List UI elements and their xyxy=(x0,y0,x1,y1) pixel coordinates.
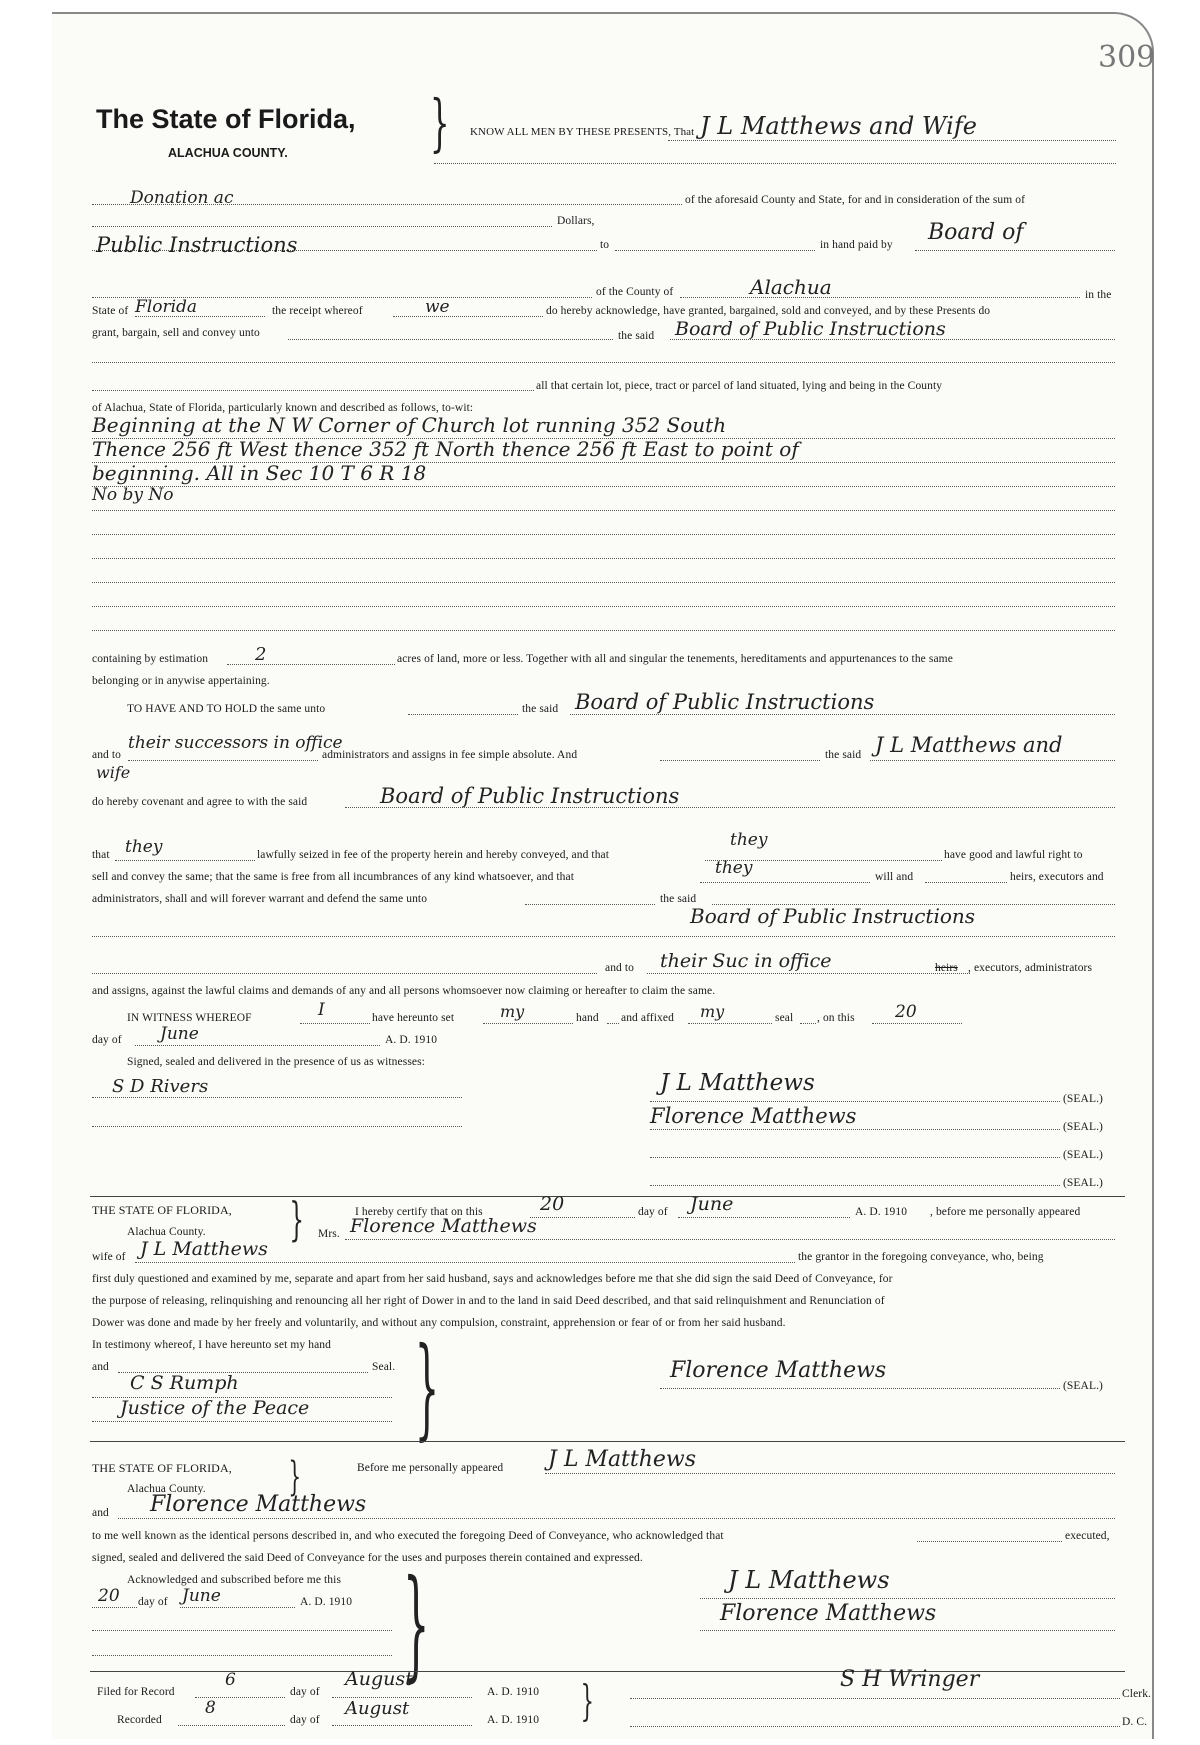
description-handwriting-4: No by No xyxy=(92,485,174,505)
seal-label-2: (SEAL.) xyxy=(1063,1121,1103,1133)
dollars-label: Dollars, xyxy=(557,215,595,227)
the-said-text: the said xyxy=(618,330,655,342)
payer-handwriting-2: Public Instructions xyxy=(96,233,298,257)
rec-ad-text: A. D. 1910 xyxy=(487,1714,540,1726)
cert2-and-text: and xyxy=(92,1507,109,1519)
county-heading: ALACHUA COUNTY. xyxy=(168,146,288,160)
clerk-text: Clerk. xyxy=(1122,1688,1152,1700)
description-line-9 xyxy=(92,630,1115,631)
to-line-2 xyxy=(615,250,815,251)
county-handwriting: Alachua xyxy=(750,275,832,299)
will-and-text: will and xyxy=(875,871,914,883)
receipt-line xyxy=(393,316,543,317)
payer-line xyxy=(915,250,1115,251)
cert1-county: Alachua County. xyxy=(127,1226,206,1238)
cert1-line-3: Dower was done and made by her freely and voluntarily, and without any compulsion, constraint, apprehension or fear of or from her said husband. xyxy=(92,1317,786,1329)
ad-text: A. D. 1910 xyxy=(385,1034,438,1046)
seal-label-3: (SEAL.) xyxy=(1063,1149,1103,1161)
cert1-day-line xyxy=(530,1217,635,1218)
witness-line-1 xyxy=(92,1097,462,1098)
aforesaid-text: of the aforesaid County and State, for and in consideration of the sum of xyxy=(685,194,1026,206)
state-handwriting: Florida xyxy=(135,297,198,317)
month-handwriting: June xyxy=(160,1024,199,1044)
consideration-handwriting: Donation ac xyxy=(130,188,234,208)
assigns-text: and assigns, against the lawful claims and demands of any and all persons whomsoever now claiming or hereafter to claim the same. xyxy=(92,985,716,997)
dollars-line xyxy=(92,226,552,227)
hand-line xyxy=(607,1023,619,1024)
divider-1 xyxy=(90,1196,1125,1197)
person1-handwriting: J L Matthews xyxy=(548,1447,697,1472)
cert1-seal-text: Seal. xyxy=(372,1361,396,1373)
cert2-month-line xyxy=(180,1607,295,1608)
mrs-line xyxy=(345,1239,1115,1240)
husband-handwriting: J L Matthews xyxy=(140,1238,268,1260)
receipt-text: the receipt whereof xyxy=(272,305,363,317)
cert1-signature-handwriting: Florence Matthews xyxy=(670,1358,887,1383)
cert2-brace: } xyxy=(288,1454,302,1500)
we-line xyxy=(300,1023,370,1024)
person1-line xyxy=(545,1473,1115,1474)
and-line xyxy=(660,760,820,761)
cert2-line-2: signed, sealed and delivered the said Deed of Conveyance for the uses and purposes therein contained and expressed. xyxy=(92,1552,643,1564)
cert2-signature-handwriting-2: Florence Matthews xyxy=(720,1601,937,1626)
description-line-5 xyxy=(92,534,1115,535)
executed-line xyxy=(917,1541,1062,1542)
signature-line-2 xyxy=(650,1129,1060,1130)
cert2-day-handwriting: 20 xyxy=(98,1586,120,1606)
signature-line-1 xyxy=(650,1101,1060,1102)
sell-text: sell and convey the same; that the same is free from all incumbrances of any kind whatsoever, and that xyxy=(92,871,575,883)
wife-handwriting: wife xyxy=(96,763,131,782)
heirs-struck-text: heirs xyxy=(935,962,958,974)
grantee-handwriting: Board of Public Instructions xyxy=(675,318,946,340)
to-have-line xyxy=(408,714,518,715)
set-text: have hereunto set xyxy=(372,1012,455,1024)
cert1-brace: } xyxy=(289,1192,304,1246)
cert2-day-of-text: day of xyxy=(138,1596,168,1608)
acknowledge-text: do hereby acknowledge, have granted, bargained, sold and conveyed, and by these Presents do xyxy=(546,305,991,317)
description-line-4 xyxy=(92,510,1115,511)
grantor-text: the grantor in the foregoing conveyance, who, being xyxy=(798,1251,1044,1263)
they-handwriting: they xyxy=(125,837,163,857)
filed-month-handwriting: August xyxy=(345,1668,413,1690)
description-handwriting-2: Thence 256 ft West thence 352 ft North thence 256 ft East to point of xyxy=(92,437,799,461)
my-line xyxy=(483,1023,573,1024)
rec-day-handwriting: 8 xyxy=(205,1698,216,1718)
that-text: that xyxy=(92,849,110,861)
successors-handwriting: their Suc in office xyxy=(660,950,832,972)
we-handwriting: I xyxy=(318,1000,325,1020)
receipt-handwriting: we xyxy=(425,297,450,317)
seal-label-1: (SEAL.) xyxy=(1063,1093,1103,1105)
person2-line xyxy=(118,1518,1115,1519)
cert1-month-handwriting: June xyxy=(690,1193,734,1215)
rec-day-line xyxy=(178,1725,285,1726)
the-said-text-2: the said xyxy=(522,703,559,715)
recorded-text: Recorded xyxy=(117,1714,162,1726)
clerk-handwriting: S H Wringer xyxy=(840,1667,980,1692)
before-text: , before me personally appeared xyxy=(930,1206,1081,1218)
grantee-handwriting-4: Board of Public Instructions xyxy=(690,904,976,928)
seized-text: lawfully seized in fee of the property herein and hereby conveyed, and that xyxy=(257,849,610,861)
cert1-brace-2: } xyxy=(414,1323,440,1451)
seal-text: seal xyxy=(775,1012,794,1024)
dc-line xyxy=(630,1726,1120,1727)
filed-ad-text: A. D. 1910 xyxy=(487,1686,540,1698)
certain-lot-line xyxy=(92,390,534,391)
signature-line-4 xyxy=(650,1185,1060,1186)
mrs-text: Mrs. xyxy=(318,1228,340,1240)
grantee-line-2 xyxy=(92,362,1115,363)
official-title-handwriting: Justice of the Peace xyxy=(120,1397,310,1419)
witness-line-2 xyxy=(92,1126,462,1127)
heirs-exec-text: heirs, executors and xyxy=(1010,871,1104,883)
cert1-seal-label: (SEAL.) xyxy=(1063,1380,1103,1392)
signed-text: Signed, sealed and delivered in the presence of us as witnesses: xyxy=(127,1056,425,1068)
description-line-3 xyxy=(92,486,1115,487)
divider-2 xyxy=(90,1441,1125,1442)
they-handwriting-2: they xyxy=(730,830,768,850)
grantor-handwriting: J L Matthews and Wife xyxy=(700,112,977,140)
the-said-text-3: the said xyxy=(825,749,862,761)
of-county-text: of the County of xyxy=(596,286,674,298)
cert2-signature-line-2 xyxy=(700,1630,1115,1631)
belonging-text: belonging or in anywise appertaining. xyxy=(92,675,270,687)
cert1-state: THE STATE OF FLORIDA, xyxy=(92,1203,232,1217)
they-line xyxy=(115,860,255,861)
signature-handwriting-1: J L Matthews xyxy=(660,1070,815,1096)
good-right-text: have good and lawful right to xyxy=(944,849,1083,861)
they-line-3 xyxy=(700,882,870,883)
day-of-text: day of xyxy=(92,1034,122,1046)
my-line-2 xyxy=(688,1023,772,1024)
acres-handwriting: 2 xyxy=(255,644,267,665)
cert1-signature-line xyxy=(660,1388,1060,1389)
county-line xyxy=(680,297,1080,298)
testimony-text: In testimony whereof, I have hereunto set my hand xyxy=(92,1339,331,1351)
cert1-line-2: the purpose of releasing, relinquishing and renouncing all her right of Dower in and to the land in said Deed described, and that said relinquishment and Renunciation of xyxy=(92,1295,885,1307)
cert2-day-line xyxy=(92,1607,137,1608)
cert1-ad-text: A. D. 1910 xyxy=(855,1206,908,1218)
grant-line xyxy=(288,339,613,340)
description-handwriting-1: Beginning at the N W Corner of Church lot running 352 South xyxy=(92,413,727,437)
signature-line-3 xyxy=(650,1157,1060,1158)
official-handwriting: C S Rumph xyxy=(130,1372,239,1394)
containing-text: containing by estimation xyxy=(92,653,209,665)
heirs-handwriting: their successors in office xyxy=(128,733,343,753)
dc-text: D. C. xyxy=(1122,1716,1148,1728)
cert1-month-line xyxy=(678,1217,850,1218)
acres-line xyxy=(227,664,395,665)
the-said-text-4: the said xyxy=(660,893,697,905)
day-handwriting: 20 xyxy=(895,1002,917,1022)
rec-month-line xyxy=(332,1725,472,1726)
cert2-state: THE STATE OF FLORIDA, xyxy=(92,1461,232,1475)
certain-lot-text: all that certain lot, piece, tract or parcel of land situated, lying and being in the County xyxy=(536,380,943,392)
filed-day-of-text: day of xyxy=(290,1686,320,1698)
covenant-text: do hereby covenant and agree to with the said xyxy=(92,796,308,808)
my-handwriting: my xyxy=(500,1002,525,1021)
cert2-line-1: to me well known as the identical persons described in, and who executed the foregoing Deed of Conveyance, who acknowledged that xyxy=(92,1530,724,1542)
grantee-handwriting-3: Board of Public Instructions xyxy=(380,784,680,808)
rec-month-handwriting: August xyxy=(345,1698,410,1719)
grantee-line-6 xyxy=(92,936,1115,937)
grantor-line-2 xyxy=(434,163,1116,164)
seal-label-4: (SEAL.) xyxy=(1063,1177,1103,1189)
header-brace: } xyxy=(429,86,450,159)
filing-brace: } xyxy=(580,1676,595,1725)
signature-handwriting-2: Florence Matthews xyxy=(650,1104,857,1128)
page-number: 309 xyxy=(1098,40,1156,75)
cert2-brace-2: } xyxy=(402,1555,430,1694)
and-text: and xyxy=(92,1361,109,1373)
administrators-text: administrators, shall and will forever warrant and defend the same unto xyxy=(92,893,428,905)
heirs-line xyxy=(128,760,318,761)
paid-by-text: in hand paid by xyxy=(820,239,893,251)
description-line-7 xyxy=(92,582,1115,583)
cert1-line-1: first duly questioned and examined by me, separate and apart from her said husband, says and acknowledges before me that she did sign the said Deed of Conveyance, for xyxy=(92,1273,893,1285)
cert2-month-handwriting: June xyxy=(182,1586,221,1606)
cert2-before-text: Before me personally appeared xyxy=(357,1462,504,1474)
of-alachua-text: of Alachua, State of Florida, particularly known and described as follows, to-wit: xyxy=(92,402,474,414)
and-to-text: and to xyxy=(92,749,122,761)
in-the-text: in the xyxy=(1085,289,1112,301)
wife-of-text: wife of xyxy=(92,1251,126,1263)
acres-text: acres of land, more or less. Together with all and singular the tenements, hereditaments and appurtenances to the same xyxy=(397,653,953,665)
cert2-official-line-1 xyxy=(92,1630,392,1631)
grantor-handwriting-2: J L Matthews and xyxy=(875,733,1063,757)
grant-text: grant, bargain, sell and convey unto xyxy=(92,327,260,339)
executed-text: executed, xyxy=(1065,1530,1110,1542)
description-handwriting-3: beginning. All in Sec 10 T 6 R 18 xyxy=(92,461,427,485)
state-of-text: State of xyxy=(92,305,129,317)
husband-line xyxy=(135,1262,795,1263)
cert1-day-of-text: day of xyxy=(638,1206,668,1218)
admin-text: administrators and assigns in fee simple absolute. And xyxy=(322,749,578,761)
successors-line xyxy=(647,973,970,974)
cert1-day-handwriting: 20 xyxy=(540,1193,565,1215)
cert2-signature-handwriting-1: J L Matthews xyxy=(728,1566,890,1594)
seal-line xyxy=(800,1023,816,1024)
cert2-official-line-2 xyxy=(92,1655,392,1656)
grantor-line-3 xyxy=(870,760,1115,761)
person2-handwriting: Florence Matthews xyxy=(150,1492,367,1517)
hand-text: hand xyxy=(576,1012,599,1024)
to-label: to xyxy=(600,239,610,251)
month-line xyxy=(135,1045,380,1046)
know-all-men-text: KNOW ALL MEN BY THESE PRESENTS, That xyxy=(470,126,695,138)
cert2-signature-line-1 xyxy=(700,1598,1115,1599)
day-line xyxy=(872,1023,962,1024)
clerk-line xyxy=(630,1698,1120,1699)
grantor-line xyxy=(668,140,1116,141)
mrs-handwriting: Florence Matthews xyxy=(350,1215,537,1237)
rec-day-of-text: day of xyxy=(290,1714,320,1726)
and-to-text-2: and to xyxy=(605,962,635,974)
ack-text: Acknowledged and subscribed before me this xyxy=(127,1574,342,1586)
official-title-line xyxy=(92,1421,392,1422)
exec-admin-text: , executors, administrators xyxy=(968,962,1093,974)
witness-handwriting: S D Rivers xyxy=(112,1076,209,1097)
cert2-county: Alachua County. xyxy=(127,1483,206,1495)
description-line-8 xyxy=(92,606,1115,607)
unto-line xyxy=(525,904,655,905)
and-to-line xyxy=(92,973,597,974)
filed-day-handwriting: 6 xyxy=(225,1670,236,1690)
grantee-line-3 xyxy=(570,714,1115,715)
filed-text: Filed for Record xyxy=(97,1686,175,1698)
my-handwriting-2: my xyxy=(700,1002,725,1021)
state-title: The State of Florida, xyxy=(96,104,356,134)
on-this-text: , on this xyxy=(817,1012,855,1024)
affixed-text: and affixed xyxy=(621,1012,674,1024)
to-have-text: TO HAVE AND TO HOLD the same unto xyxy=(127,703,326,715)
payer-handwriting-1: Board of xyxy=(928,220,1024,245)
grantee-handwriting-2: Board of Public Instructions xyxy=(575,690,875,714)
will-line xyxy=(925,882,1007,883)
certify-text: I hereby certify that on this xyxy=(355,1206,483,1218)
description-line-6 xyxy=(92,558,1115,559)
in-witness-text: IN WITNESS WHEREOF xyxy=(127,1012,252,1024)
cert2-ad-text: A. D. 1910 xyxy=(300,1596,353,1608)
they-handwriting-3: they xyxy=(715,858,753,878)
